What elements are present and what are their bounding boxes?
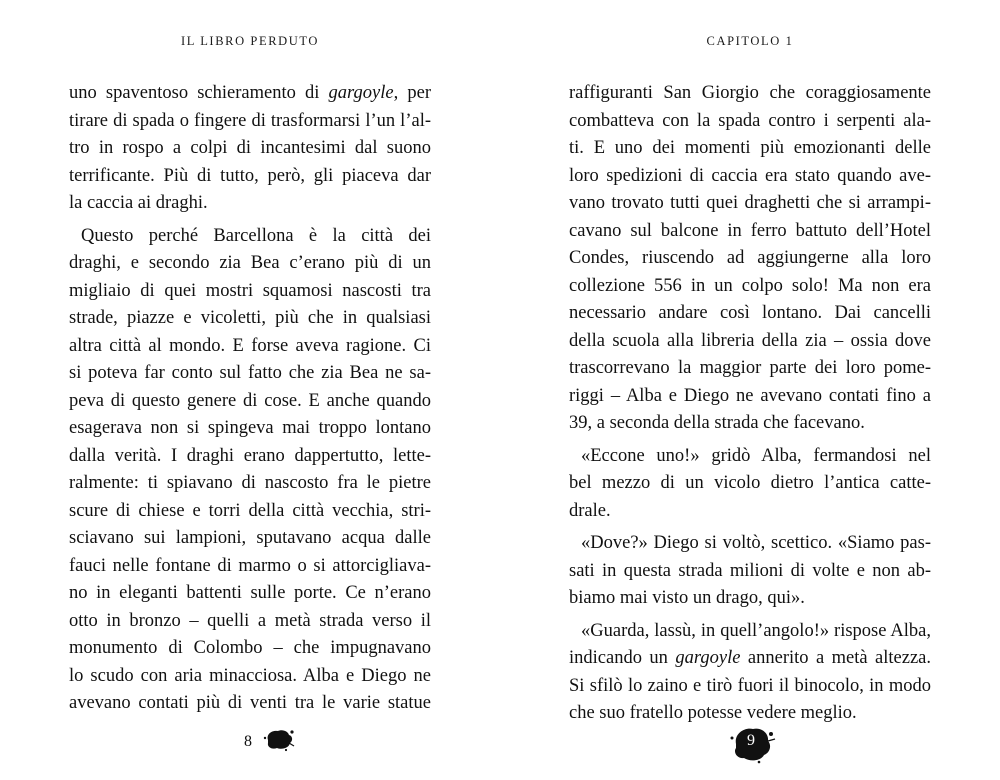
running-head-left: IL LIBRO PERDUTO [180,34,320,48]
text-line: strade, piazze e vicoletti, più che in qualsiasi [69,308,431,328]
text-line: fauci nelle fontane di marmo o si attorcigliava- [69,555,431,576]
text-line: migliaio di quei mostri squamosi nascosti tra [69,280,431,301]
text-line: terrificante. Più di tutto, però, gli piaceva dar [69,165,431,186]
text-line: la caccia ai draghi. [69,193,208,213]
italic-term: gargoyle [328,83,394,103]
text-line: 39, a seconda della strada che facevano. [569,413,865,433]
right-page-body [569,80,931,728]
text-line: «Guarda, lassù, in quell’angolo!» rispose Alba, [581,620,931,641]
text-line: «Dove?» Diego si voltò, scettico. «Siamo pas- [581,533,931,553]
text-line: loro spedizioni di caccia era stato quando ave- [569,165,931,186]
text-line: no in eleganti battenti sulle porte. Ce n’erano [69,583,431,603]
text-line: drale. [569,500,611,521]
right-page [500,0,1000,780]
text-line: bel mezzo di un vicolo dietro l’antica catte- [569,473,931,493]
text-line: della scuola alla libreria della zia – ossia dove [569,330,931,351]
ink-blot-icon [262,726,296,752]
text-line: uno spaventoso schieramento di gargoyle, per [69,83,431,103]
text-line: esagerava non si spingeva mai troppo lontano [69,418,431,438]
text-line: Questo perché Barcellona è la città dei [81,225,431,246]
text-line: collezione 556 in un colpo solo! Ma non era [569,275,931,296]
text-line: riggi – Alba e Diego ne avevano contati fino a [569,385,931,406]
text-line: «Eccone uno!» gridò Alba, fermandosi nel [581,445,931,466]
left-page-body [69,80,431,718]
text-line: avevano contati più di venti tra le varie statue [69,693,431,713]
text-line: cavano sul balcone in ferro battuto dell’Hotel [569,220,931,241]
text-line: vano trovato tutti quei draghetti che si arrampi- [569,193,931,213]
text-line: che suo fratello potesse vedere meglio. [569,703,857,723]
text-line: tro in rospo a colpi di incantesimi dal suono [69,138,431,158]
text-line: peva di questo genere di cose. E anche quando [69,390,431,411]
text-line: lo scudo con aria minacciosa. Alba e Diego ne [69,665,431,686]
text-line: sati in questa strada milioni di volte e non ab- [569,560,931,581]
text-line: sciavano sui lampioni, sputavano acqua dalle [69,528,431,548]
text-line: ti. E uno dei momenti più emozionanti delle [569,138,931,158]
text-line: combatteva con la spada contro i serpenti ala- [569,110,931,131]
page-number-right: 9 [747,732,755,749]
text-line: scure di chiese e torri della città vecchia, stri- [69,500,431,521]
text-line: draghi, e secondo zia Bea c’erano più di un [69,253,431,273]
running-head-right: CAPITOLO 1 [706,34,794,48]
text-line: trascorrevano la maggior parte dei loro pome- [569,358,931,378]
text-line: si poteva far conto sul fatto che zia Bea ne sa- [69,363,431,383]
text-line: otto in bronzo – quelli a metà strada verso il [69,610,431,631]
text-line: biamo mai visto un drago, qui». [569,588,805,608]
text-line: indicando un gargoyle annerito a metà altezza. [569,648,931,668]
text-line: Si sfilò lo zaino e tirò fuori il binocolo, in modo [569,675,931,696]
text-line: Condes, riuscendo ad aggiungerne alla loro [569,248,931,268]
text-line: dalla verità. I draghi erano dappertutto, lette- [69,445,431,466]
text-line: tirare di spada o fingere di trasformarsi l’un l’al- [69,110,431,131]
text-line: necessario andare così lontano. Dai cancelli [569,303,931,323]
text-line: ralmente: ti spiavano di nascosto fra le pietre [69,473,431,493]
italic-term: gargoyle [675,648,741,668]
text-line: raffiguranti San Giorgio che coraggiosamente [569,83,931,103]
text-line: altra città al mondo. E forse aveva ragione. Ci [69,335,431,356]
text-line: monumento di Colombo – che impugnavano [69,638,431,658]
page-number-left: 8 [244,733,252,750]
